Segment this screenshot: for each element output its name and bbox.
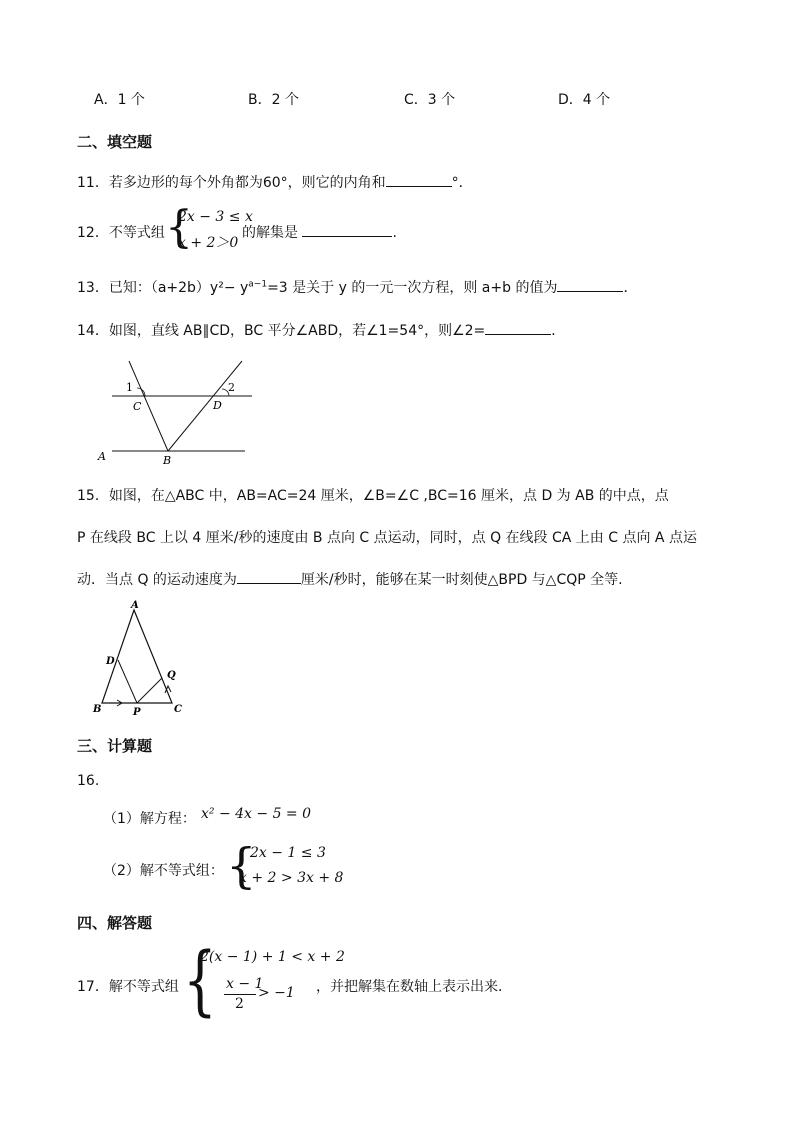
q16-part-2-line-2: x + 2 > 3x + 8 — [239, 870, 344, 886]
q14-answer-blank[interactable] — [485, 321, 551, 335]
option-b — [248, 89, 299, 109]
q17-brace: { — [183, 935, 217, 1024]
q15-text-2: 厘米/秒时，能够在某一时刻使△BPD 与△CQP 全等. — [300, 572, 623, 588]
question-11 — [77, 172, 473, 192]
q16-part-1 — [103, 808, 196, 828]
q12-tail — [242, 222, 397, 242]
segment-pq — [137, 678, 162, 703]
q13-answer-blank[interactable] — [557, 278, 623, 292]
q13-text: 13．已知：（a+2b）y²− y — [77, 280, 249, 296]
figure-q15 — [88, 598, 198, 720]
line-bd — [168, 361, 242, 451]
question-15-line-1: 15．如图，在△ABC 中，AB=AC=24 厘米，∠B=∠C ,BC=16 厘米，点 D 为 AB 的中点，点 — [77, 488, 669, 504]
q15-text: 动．当点 Q 的运动速度为 — [77, 572, 237, 588]
option-b-letter: B． — [248, 92, 272, 108]
fig15-label-p: P — [133, 707, 141, 718]
q14-end: ． — [551, 323, 566, 339]
q16-part-2-label: （2）解不等式组： — [103, 863, 224, 879]
fig15-label-a: A — [131, 600, 139, 611]
q15-answer-blank[interactable] — [237, 570, 301, 584]
q17-frac-bar — [224, 994, 256, 995]
q17-frac-numerator: x − 1 — [226, 976, 264, 992]
question-16-number: 16. — [77, 773, 100, 789]
fig14-label-d: D — [213, 399, 222, 412]
q13-exponent: a−1 — [248, 279, 268, 290]
q17-frac-denominator: 2 — [235, 996, 244, 1012]
section-heading-calc: 三、计算题 — [77, 737, 153, 755]
option-d-letter: D． — [558, 92, 583, 108]
q12-line-1: 2x − 3 ≤ x — [178, 209, 253, 225]
option-c-letter: C． — [404, 92, 428, 108]
q16-part-1-equation: x² − 4x − 5 = 0 — [201, 806, 312, 822]
fig14-label-a: A — [98, 450, 106, 463]
q16-brace: { — [226, 838, 257, 894]
q17-instruction: ，并把解集在数轴上表示出来． — [316, 979, 512, 995]
fig15-label-q: Q — [167, 670, 176, 681]
question-15-line-3 — [77, 569, 623, 589]
option-c — [404, 89, 455, 109]
q16-part-1-label: （1）解方程： — [103, 811, 196, 827]
option-a-text: 1 个 — [117, 92, 145, 108]
q12-answer-blank[interactable] — [302, 223, 392, 237]
q17-line-1: 2(x − 1) + 1 < x + 2 — [200, 949, 345, 965]
fig14-label-2: 2 — [228, 381, 235, 394]
q16-part-2 — [103, 860, 224, 880]
option-d — [558, 89, 610, 109]
figure-q14 — [90, 358, 265, 468]
option-a-letter: A． — [94, 92, 118, 108]
option-a — [94, 89, 145, 109]
q13-end: ． — [623, 280, 638, 296]
option-d-text: 4 个 — [582, 92, 611, 108]
question-15-line-2: P 在线段 BC 上以 4 厘米/秒的速度由 B 点向 C 点运动，同时，点 Q 在线段 CA 上由 C 点向 A 点运 — [77, 530, 697, 546]
q12-end: . — [392, 225, 397, 241]
q17-frac-inequality: > −1 — [258, 985, 295, 1001]
q12-brace: { — [165, 202, 193, 253]
q13-text-2: =3 是关于 y 的一元一次方程，则 a+b 的值为 — [267, 280, 558, 296]
q16-part-2-line-1: 2x − 1 ≤ 3 — [250, 845, 326, 861]
q12-line-2: x + 2＞0 — [178, 235, 239, 251]
question-14 — [77, 320, 565, 340]
fig14-label-c: C — [133, 400, 142, 413]
fig15-label-b: B — [93, 704, 102, 715]
fig14-label-1: 1 — [126, 381, 133, 394]
section-heading-fill: 二、填空题 — [77, 133, 153, 151]
segment-dp — [118, 660, 137, 703]
q12-solution-label: 的解集是 — [242, 225, 298, 241]
q12-text: 12．不等式组 — [77, 225, 165, 241]
q11-end: °． — [451, 175, 473, 191]
question-17: 17．解不等式组 — [77, 979, 179, 995]
question-12 — [77, 222, 165, 242]
fig15-label-c: C — [174, 704, 182, 715]
fig15-label-d: D — [106, 656, 115, 667]
q11-answer-blank[interactable] — [386, 173, 452, 187]
option-b-text: 2 个 — [271, 92, 299, 108]
section-heading-answer: 四、解答题 — [77, 914, 153, 932]
q11-text: 11．若多边形的每个外角都为60°，则它的内角和 — [77, 175, 386, 191]
option-c-text: 3 个 — [427, 92, 456, 108]
question-13 — [77, 277, 637, 297]
q14-text: 14．如图，直线 AB∥CD，BC 平分∠ABD，若∠1=54°，则∠2= — [77, 323, 486, 339]
fig14-label-b: B — [163, 454, 172, 467]
